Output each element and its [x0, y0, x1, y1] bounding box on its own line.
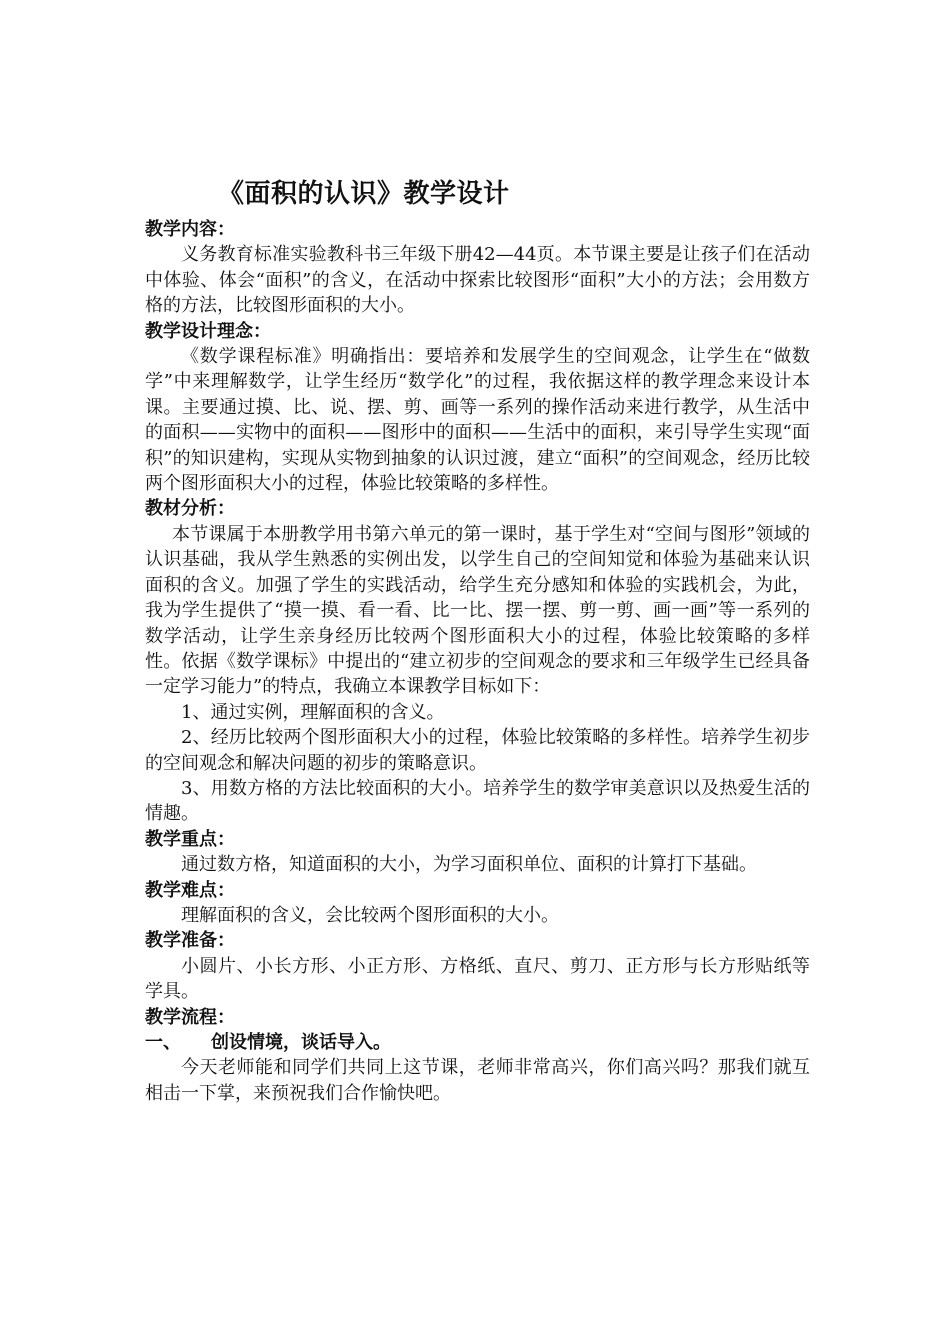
section-heading-content: 教学内容： — [145, 219, 235, 240]
section-text-preparation: 小圆片、小长方形、小正方形、方格纸、直尺、剪刀、正方形与长方形贴纸等学具。 — [145, 955, 810, 1003]
section-text-content: 义务教育标准实验教科书三年级下册42—44页。本节课主要是让孩子们在活动中体验、体会“面积”的含义，在活动中探索比较图形“面积”大小的方法；会用数方格的方法，比较图形面积的大小。 — [145, 244, 810, 317]
section-heading-preparation: 教学准备： — [145, 930, 235, 952]
section-text-focus: 通过数方格，知道面积的大小，为学习面积单位、面积的计算打下基础。 — [181, 854, 757, 876]
goal-item: 1、通过实例，理解面积的含义。 — [181, 701, 445, 723]
document-title: 《面积的认识》教学设计 — [218, 179, 510, 209]
section-heading-difficulty: 教学难点： — [145, 879, 235, 901]
section-text-process: 今天老师能和同学们共同上这节课，老师非常高兴，你们高兴吗？那我们就互相击一下掌，来预祝我们合作愉快吧。 — [145, 1057, 810, 1104]
section-text-concept: 《数学课程标准》明确指出：要培养和发展学生的空间观念，让学生在“做数学”中来理解数学，让学生经历“数学化”的过程，我依据这样的教学理念来设计本课。主要通过摸、比、说、摆、剪、画等一系列的操作活动来进行教学，从生活中的面积——实物中的面积——图形中的面积——生活中的面积，来引导学生实现“面积”的知识建构，实现从实物到抽象的认识过渡，建立“面积”的空间观念，经历比较两个图形面积大小的过程，体验比较策略的多样性。 — [145, 346, 810, 495]
goal-item: 3、用数方格的方法比较面积的大小。培养学生的数学审美意识以及热爱生活的情趣。 — [145, 777, 810, 825]
process-step-title: 创设情境，谈话导入。 — [211, 1032, 391, 1053]
section-text-difficulty: 理解面积的含义，会比较两个图形面积的大小。 — [181, 904, 559, 926]
section-heading-focus: 教学重点： — [145, 828, 235, 850]
goal-item: 2、经历比较两个图形面积大小的过程，体验比较策略的多样性。培养学生初步的空间观念和解决问题的初步的策略意识。 — [145, 727, 810, 774]
process-step-heading — [145, 1030, 810, 1055]
section-heading-concept: 教学设计理念： — [145, 320, 271, 342]
section-text-analysis: 本节课属于本册教学用书第六单元的第一课时，基于学生对“空间与图形”领域的认识基础，我从学生熟悉的实例出发，以学生自己的空间知觉和体验为基础来认识面积的含义。加强了学生的实践活动，给学生充分感知和体验的实践机会，为此，我为学生提供了“摸一摸、看一看、比一比、摆一摆、剪一剪、画一画”等一系列的数学活动，让学生亲身经历比较两个图形面积大小的过程，体验比较策略的多样性。依据《数学课标》中提出的“建立初步的空间观念的要求和三年级学生已经具备一定学习能力”的特点，我确立本课教学目标如下： — [145, 523, 810, 698]
section-heading-process: 教学流程： — [145, 1006, 235, 1028]
document-body — [145, 176, 810, 1106]
process-step-number: 一、 — [145, 1032, 181, 1053]
section-heading-analysis: 教材分析： — [145, 498, 235, 520]
